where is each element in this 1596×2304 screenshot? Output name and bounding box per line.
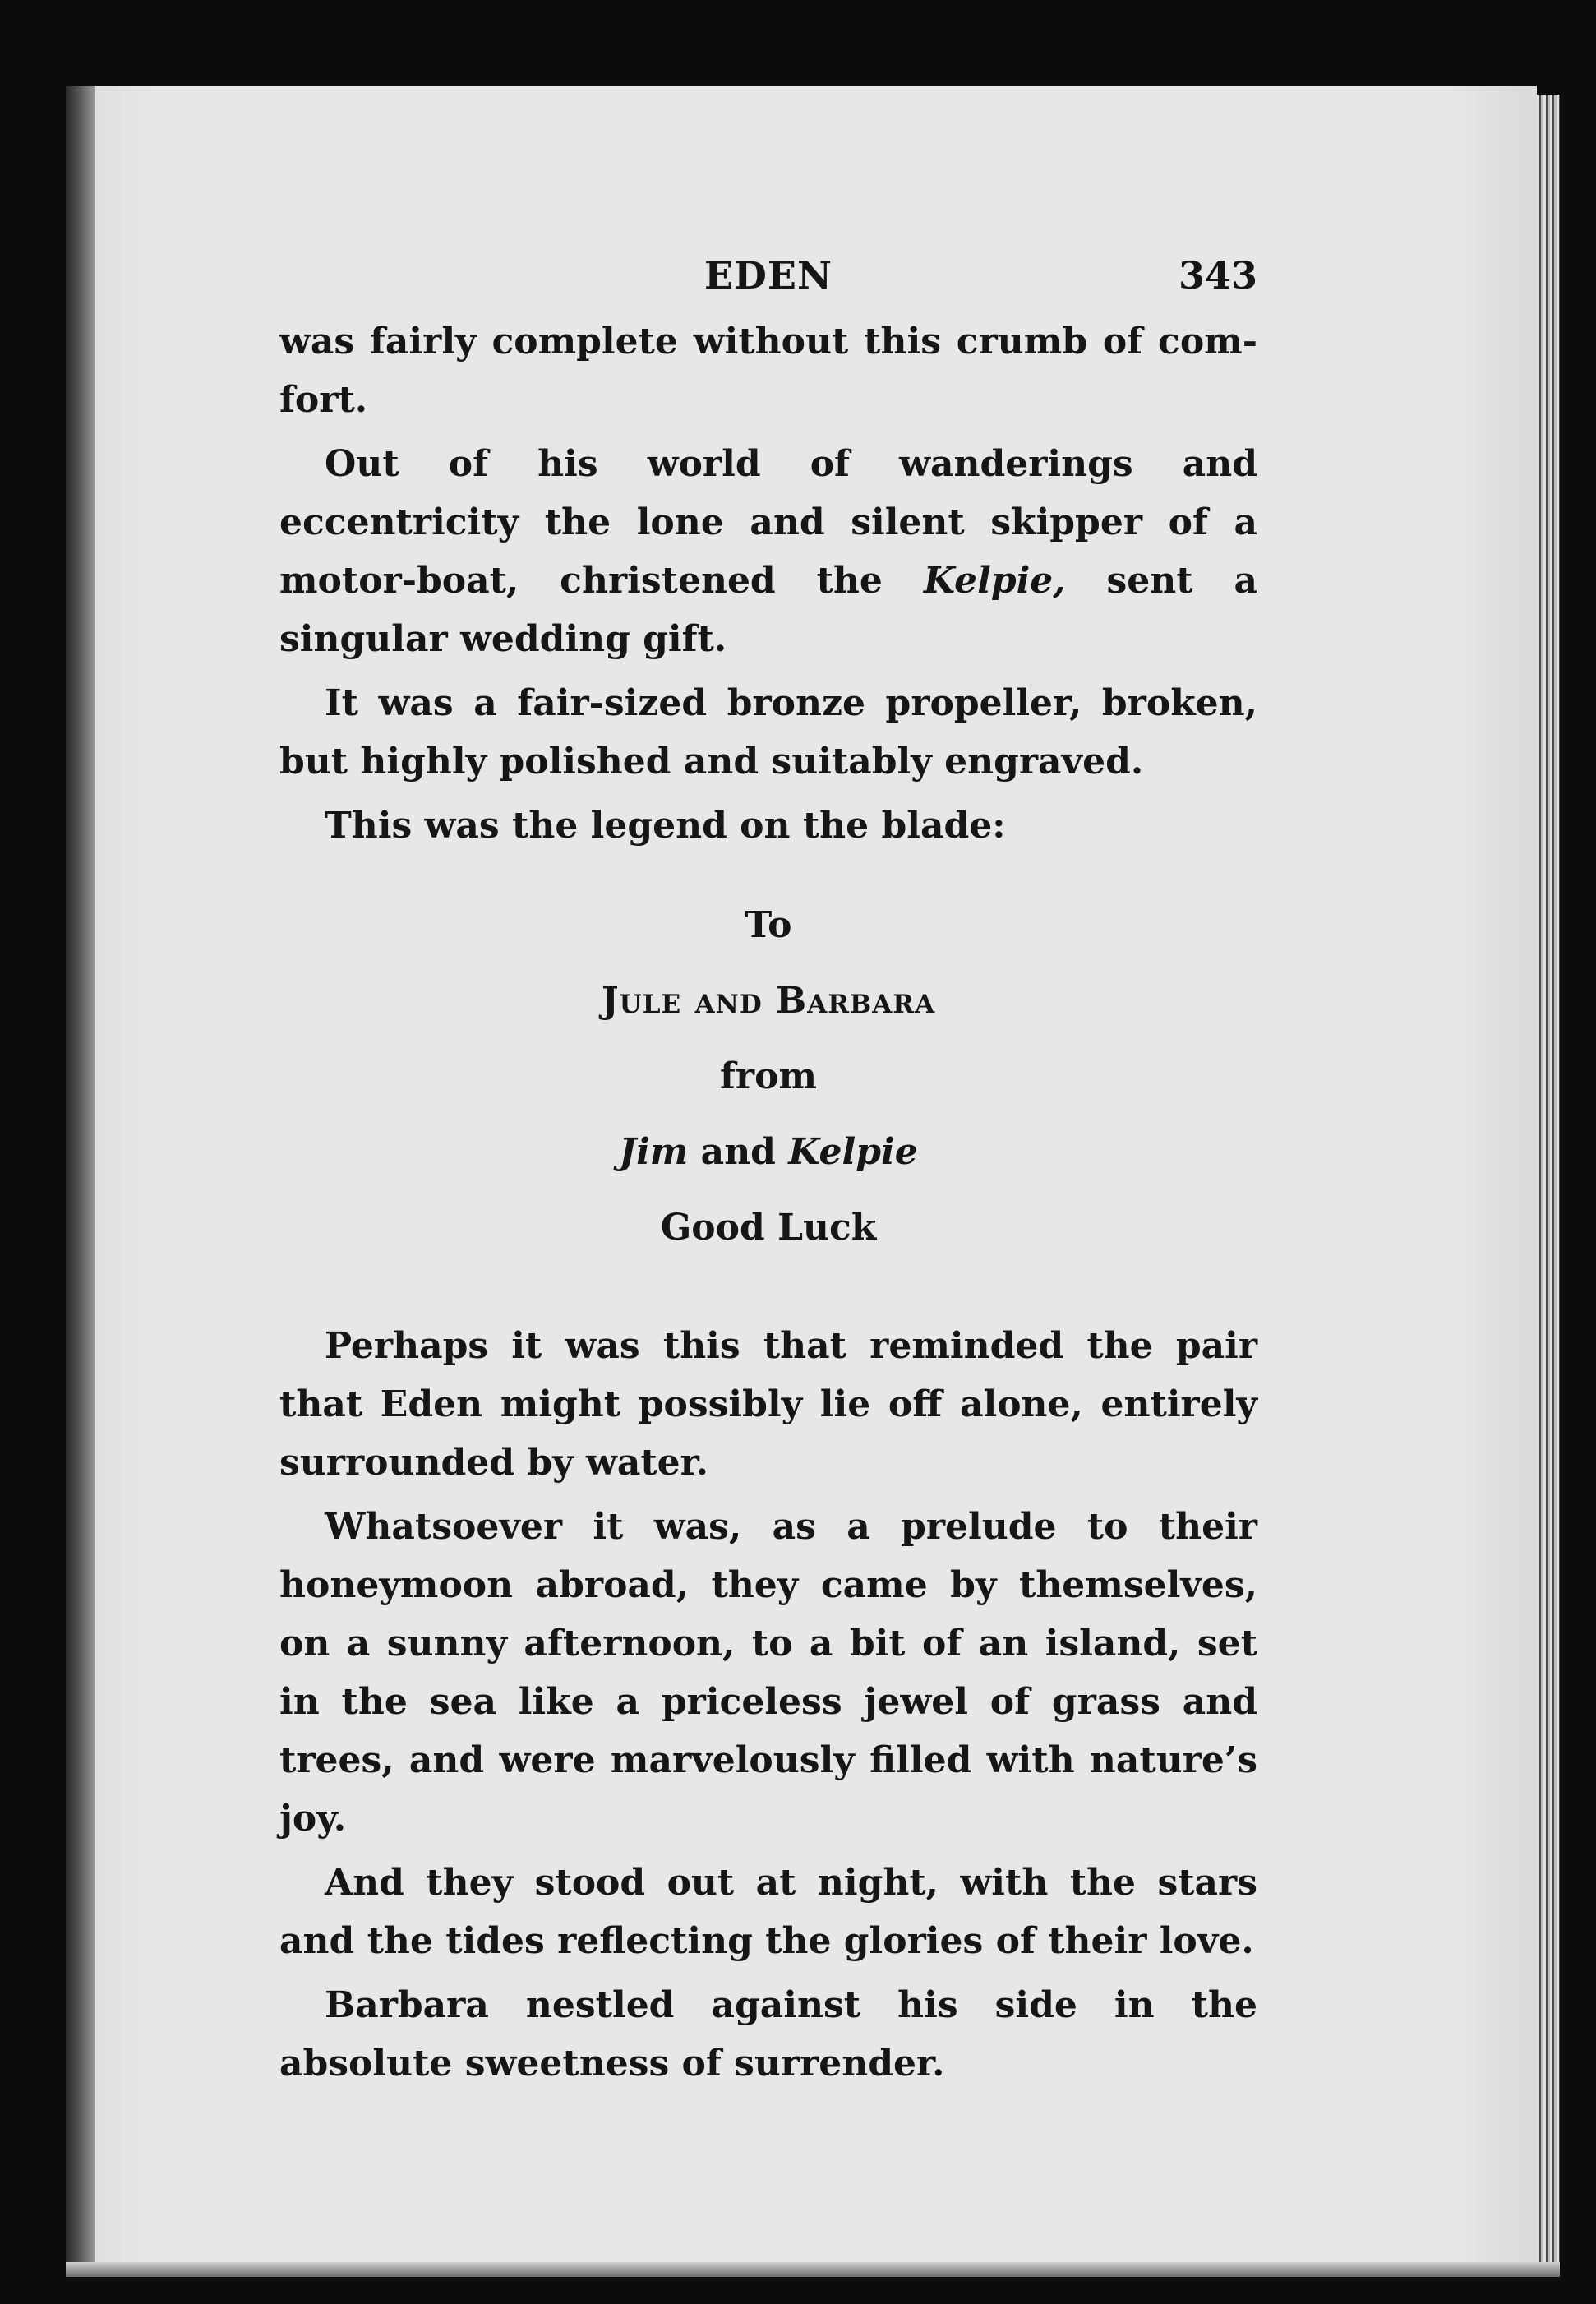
inscription-jim: Jim (619, 1131, 689, 1173)
paragraph-whatsoever: Whatsoever it was, as a prelude to their honeymoon abroad, they came by themselves, on a sunny afternoon, to a bit of an island, set in the sea like a priceless jewel of grass and trees, and were marvelously filled with nature’s joy. (279, 1506, 1257, 1840)
page-bottom-edge (66, 2262, 1560, 2277)
paragraph-continuation: was fairly complete without this crumb of comfort. (279, 321, 1257, 421)
paragraph-kelpie-gift-rest: sent a singular wedding gift. (279, 560, 1257, 660)
running-head (279, 247, 1257, 312)
inscription-good-luck: Good Luck (660, 1207, 877, 1249)
inscription-kelpie: Kelpie (788, 1131, 918, 1173)
inscription-names: Jule and Barbara (601, 980, 936, 1022)
paragraph-perhaps: Perhaps it was this that reminded the pair that Eden might possibly lie off alone, entirely surrounded by water. (279, 1325, 1257, 1484)
paragraph-night: And they stood out at night, with the stars and the tides reflecting the glories of their love. (279, 1862, 1257, 1962)
inscription-and: and (688, 1131, 789, 1173)
paragraph-legend-intro: This was the legend on the blade: (325, 805, 1006, 847)
inscription-senders (279, 1115, 1257, 1190)
propeller-inscription (279, 888, 1257, 1266)
paragraph-barbara: Barbara nestled against his side in the absolute sweetness of surrender. (279, 1984, 1257, 2085)
page-text-block (279, 247, 1257, 2099)
paragraph-kelpie-gift-text: Out of his world of wanderings and eccentricity the lone and silent skipper of a motor-boat, christened the (279, 443, 1257, 602)
page-number: 343 (1178, 253, 1257, 298)
page-gutter-shadow (66, 86, 95, 2273)
inscription-from: from (719, 1055, 817, 1097)
paragraph-kelpie-gift (279, 435, 1257, 668)
running-title: EDEN (703, 253, 833, 298)
page-fore-edge (1537, 95, 1560, 2265)
kelpie-name: Kelpie, (923, 560, 1066, 602)
paragraph-propeller: It was a fair-sized bronze propeller, broken, but highly polished and suitably engraved. (279, 682, 1257, 783)
inscription-to: To (745, 904, 792, 946)
